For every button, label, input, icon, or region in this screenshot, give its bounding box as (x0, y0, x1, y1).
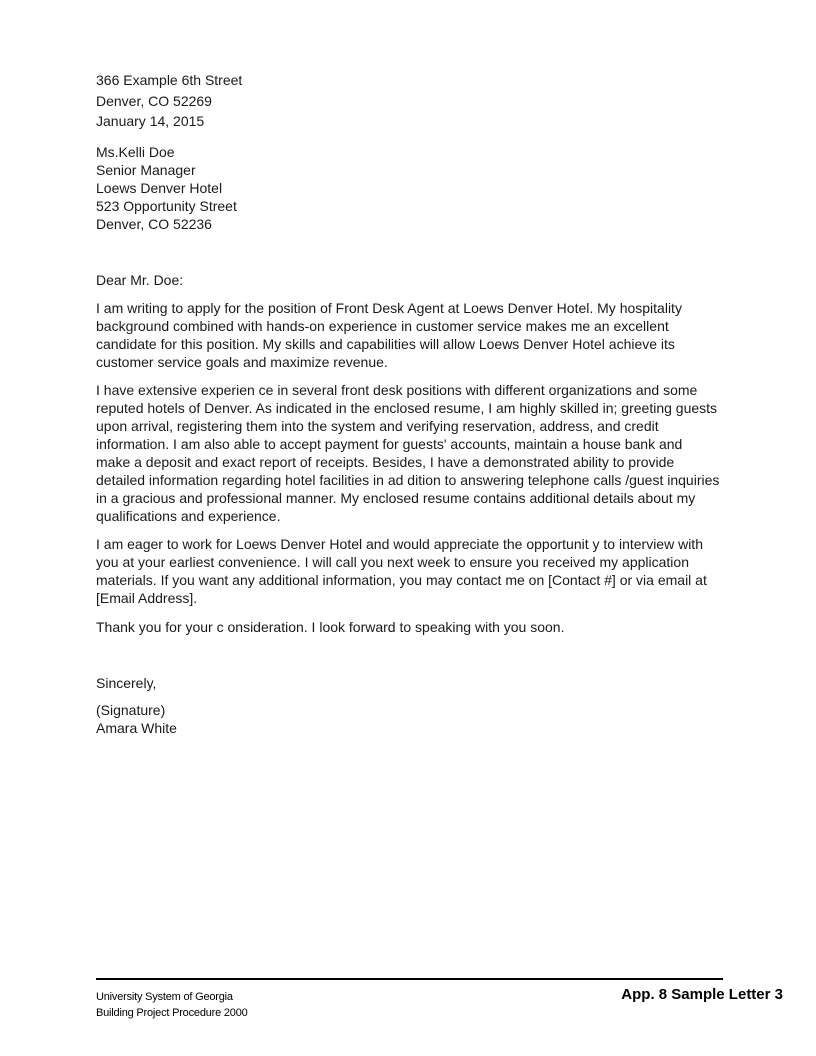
recipient-street: 523 Opportunity Street (96, 198, 237, 214)
recipient-title: Senior Manager (96, 162, 196, 178)
body-paragraph-3: I am eager to work for Loews Denver Hotel and would appreciate the opportunit y to interview with you at your earliest convenience. I will call you next week to ensure you received my application materials. If you want any additional information, you may contact me on [Contact #] or via email at [Email Address]. (96, 536, 707, 606)
footer-doc: Building Project Procedure 2000 (96, 1007, 248, 1019)
recipient-city: Denver, CO 52236 (96, 216, 212, 232)
signer-name: Amara White (96, 720, 177, 736)
body-paragraph-2: I have extensive experien ce in several front desk positions with different organizations and some reputed hotels of Denver. As indicated in the enclosed resume, I am highly skilled in; greeting guests upon arrival, registering them into the system and verifying reservation, address, and credit information. I am also able to accept payment for guests' accounts, maintain a house bank and make a deposit and exact report of receipts. Besides, I have a demonstrated ability to provide detailed information regarding hotel facilities in ad dition to answering telephone calls /guest inquiries in a gracious and professional manner. My enclosed resume contains additional details about my qualifications and experience. (96, 382, 720, 524)
footer-label: App. 8 Sample Letter 3 (621, 986, 783, 1003)
footer-org: University System of Georgia (96, 991, 233, 1003)
recipient-name: Ms.Kelli Doe (96, 144, 175, 160)
sender-street: 366 Example 6th Street (96, 72, 243, 88)
body-paragraph-4: Thank you for your c onsideration. I look forward to speaking with you soon. (96, 619, 565, 635)
footer-left (96, 989, 248, 1021)
sender-city: Denver, CO 52269 (96, 93, 212, 109)
letter-date: January 14, 2015 (96, 113, 205, 129)
signature-placeholder: (Signature) (96, 702, 166, 718)
footer-divider (96, 978, 723, 980)
recipient-company: Loews Denver Hotel (96, 180, 223, 196)
closing: Sincerely, (96, 675, 157, 691)
body-paragraph-1: I am writing to apply for the position of Front Desk Agent at Loews Denver Hotel. My hospitality background combined with hands-on experience in customer service makes me an excellent candidate for this position. My skills and capabilities will allow Loews Denver Hotel achieve its customer service goals and maximize revenue. (96, 300, 682, 370)
salutation: Dear Mr. Doe: (96, 272, 184, 288)
